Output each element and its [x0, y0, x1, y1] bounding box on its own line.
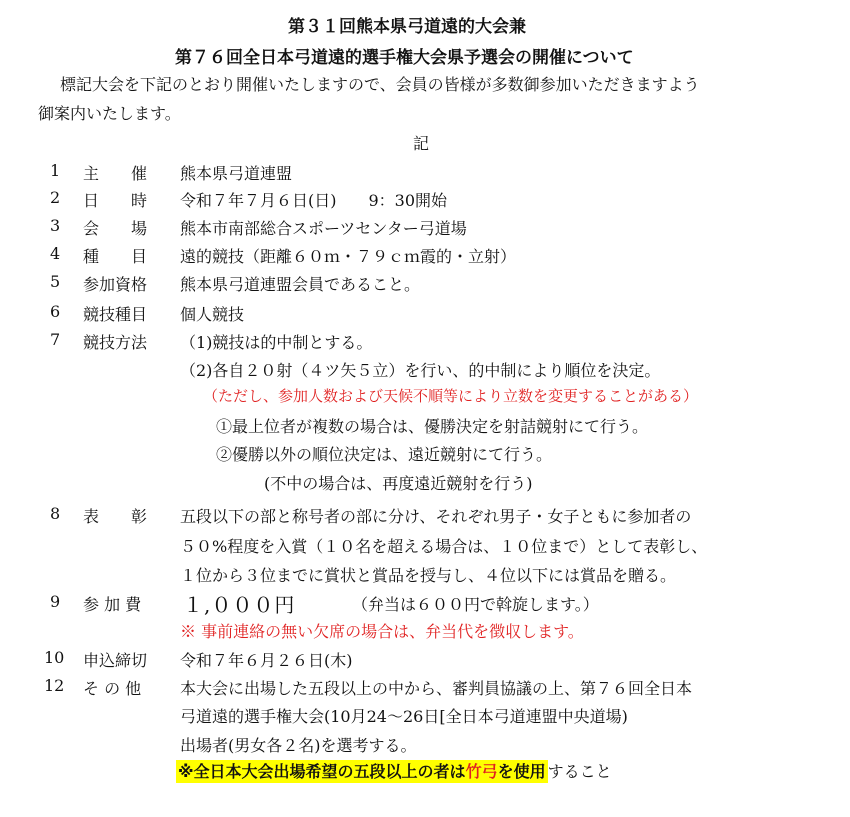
item-number: 8 — [50, 504, 61, 523]
ki-heading: 記 — [413, 134, 430, 153]
item-number: 5 — [50, 272, 61, 291]
item-label: 申込締切 — [83, 651, 148, 670]
highlight-notice — [176, 759, 612, 782]
item-label: 主 催 — [83, 164, 148, 183]
item-label: 会 場 — [83, 219, 148, 238]
item-value: 令和７年７月６日(日) 9：30開始 — [180, 191, 448, 210]
item-label: 競技種目 — [83, 305, 148, 324]
fee-note: （弁当は６００円で斡旋します。） — [352, 595, 599, 614]
item-value: 遠的競技（距離６０ｍ・７９ｃｍ霞的・立射） — [180, 247, 517, 266]
intro-line-1: 標記大会を下記のとおり開催いたしますので、会員の皆様が多数御参加いただきますよう — [60, 75, 700, 94]
item-label: 参 加 費 — [83, 595, 142, 614]
highlight-text — [176, 760, 548, 783]
item-label: 競技方法 — [83, 333, 148, 352]
item-number: 12 — [44, 676, 65, 695]
other-line-1: 本大会に出場した五段以上の中から、審判員協議の上、第７６回全日本 — [180, 679, 693, 698]
item-value: 熊本県弓道連盟 — [180, 164, 293, 183]
title-line-1: 第３１回熊本県弓道遠的大会兼 — [288, 17, 526, 37]
highlight-red-word: 竹弓 — [465, 762, 498, 781]
method-sub-2: ②優勝以外の順位決定は、遠近競射にて行う。 — [216, 445, 553, 464]
fee-warning: ※ 事前連絡の無い欠席の場合は、弁当代を徴収します。 — [180, 622, 584, 641]
method-sub-1: ①最上位者が複数の場合は、優勝決定を射詰競射にて行う。 — [216, 417, 649, 436]
highlight-part-1: ※全日本大会出場希望の五段以上の者は — [178, 762, 466, 781]
fee-amount: １,０００円 — [183, 593, 296, 617]
item-number: 2 — [50, 188, 61, 207]
item-number: 4 — [50, 244, 61, 263]
other-line-3: 出場者(男女各２名)を選考する。 — [180, 736, 417, 755]
award-line-2: ５０%程度を入賞（１０名を超える場合は、１０位まで）として表彰し、 — [180, 537, 708, 556]
award-line-3: １位から３位までに賞状と賞品を授与し、４位以下には賞品を贈る。 — [180, 566, 677, 585]
item-value: 熊本市南部総合スポーツセンター弓道場 — [180, 219, 467, 238]
item-label: 種 目 — [83, 247, 148, 266]
item-number: 9 — [50, 592, 61, 611]
item-value: 令和７年６月２６日(木) — [180, 651, 353, 670]
item-value: （1)競技は的中制とする。 — [180, 333, 373, 352]
method-sub-3: (不中の場合は、再度遠近競射を行う) — [264, 474, 533, 493]
highlight-tail: すること — [547, 762, 612, 781]
method-note-red: （ただし、参加人数および天候不順等により立数を変更することがある） — [203, 387, 699, 405]
title-line-2: 第７６回全日本弓道遠的選手権大会県予選会の開催について — [175, 48, 634, 68]
item-label: そ の 他 — [83, 679, 142, 698]
method-line-2: （2)各自２０射（４ツ矢５立）を行い、的中制により順位を決定。 — [180, 361, 661, 380]
other-line-2: 弓道遠的選手権大会(10月24～26日[全日本弓道連盟中央道場) — [180, 707, 628, 726]
item-label: 日 時 — [83, 191, 148, 210]
item-number: 10 — [44, 648, 65, 667]
item-value: 個人競技 — [180, 305, 245, 324]
item-number: 6 — [50, 302, 61, 321]
item-label: 参加資格 — [83, 275, 148, 294]
item-value: 熊本県弓道連盟会員であること。 — [180, 275, 421, 294]
item-number: 3 — [50, 216, 61, 235]
intro-line-2: 御案内いたします。 — [38, 104, 181, 123]
highlight-part-2: を使用 — [497, 762, 546, 781]
item-number: 7 — [50, 330, 61, 349]
item-number: 1 — [50, 161, 61, 180]
item-label: 表 彰 — [83, 507, 148, 526]
award-line-1: 五段以下の部と称号者の部に分け、それぞれ男子・女子ともに参加者の — [180, 507, 692, 526]
